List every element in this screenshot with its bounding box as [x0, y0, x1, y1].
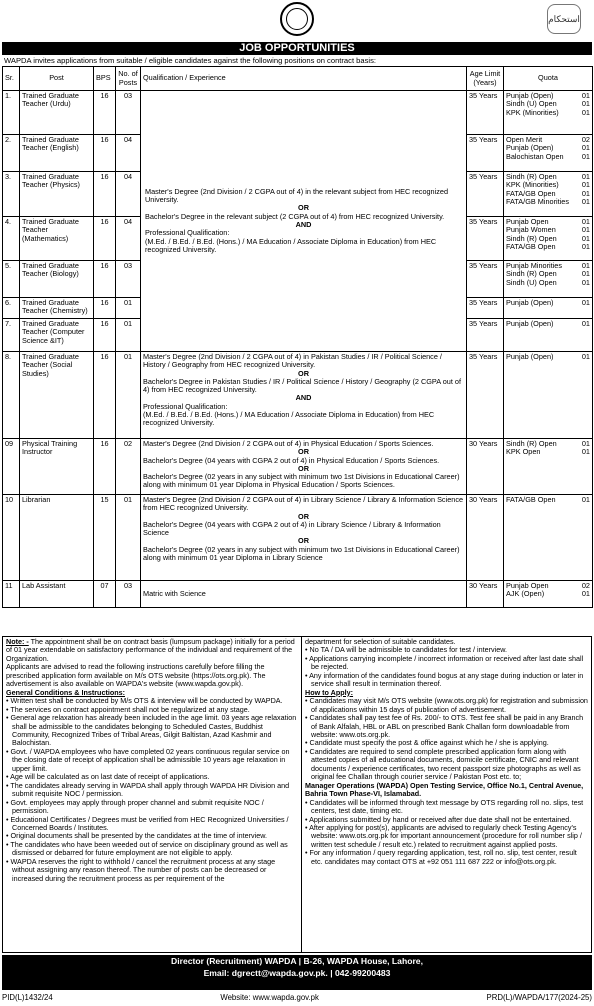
- cell-quota: [504, 135, 593, 172]
- cell-bps: 16: [94, 439, 116, 495]
- cell-bps: 16: [94, 261, 116, 298]
- cell-quota: [504, 217, 593, 261]
- col-sr: Sr.: [3, 67, 20, 91]
- quota-item: Sindh (R) Open 01: [506, 172, 590, 181]
- quota-item: Sindh (U) Open 01: [506, 277, 590, 287]
- qualification-line: (M.Ed. / B.Ed. / B.Ed. (Hons.) / MA Education / Associate Diploma in Education) from HEC recognized University.: [143, 410, 435, 428]
- ots-address: Manager Operations (WAPDA) Open Testing Service, Office No.1, Central Avenue, Bahria Town Phase-VI, Islamabad.: [305, 780, 584, 799]
- apply-paragraph: Applicants are advised to read the following instructions carefully before filling the prescribed application form available on M/s OTS website (https://ots.org.pk). The advertisement is also available on WAPDA's website (www.wapda.gov.pk).: [6, 662, 266, 689]
- cell-age: 35 Years: [467, 352, 504, 439]
- qualification-line: (M.Ed. / B.Ed. / B.Ed. (Hons.) / MA Education / Associate Diploma in Education) from HEC recognized University.: [145, 236, 437, 254]
- cell-posts: 04: [116, 135, 141, 172]
- col-age: Age Limit (Years): [467, 67, 504, 91]
- right-continuation: department for selection of suitable candidates.: [305, 638, 456, 646]
- cell-bps: 16: [94, 217, 116, 261]
- quota-item: Sindh (R) Open 01: [506, 233, 590, 243]
- qualification-line: Professional Qualification:: [143, 401, 228, 411]
- website-link[interactable]: Website: www.wapda.gov.pk: [220, 993, 319, 1002]
- quota-item: FATA/GB Minorities 01: [506, 196, 590, 206]
- list-item: • Candidates are required to send complete prescribed application form along with attested copies of all educational documents, domicile certificate, CNIC and relevant documents / experience certificates, two recent passport size photographs as well as original fee Challan through courier service / Pakistan Post etc. to;: [305, 746, 581, 782]
- quota-item: Punjab Minorities 01: [506, 261, 590, 270]
- cell-qualification: [141, 91, 467, 352]
- cell-quota: [504, 352, 593, 439]
- qualification-line: Bachelor's Degree (02 years in any subject with minimum two 1st Divisions in Educational Career) along with minimum 01 year Diploma in Physical Education / Sports Sciences.: [143, 472, 460, 490]
- cell-sr: 10: [3, 495, 20, 581]
- cell-age: 35 Years: [467, 319, 504, 352]
- footer-refs: [2, 993, 592, 1002]
- cell-quota: [504, 298, 593, 319]
- quota-item: Open Merit 02: [506, 135, 590, 144]
- quota-item: Sindh (R) Open 01: [506, 269, 590, 279]
- cell-age: 35 Years: [467, 91, 504, 135]
- col-posts: No. of Posts: [116, 67, 141, 91]
- cell-qualification: Matric with Science: [141, 581, 467, 608]
- table-row: [3, 581, 593, 608]
- how-to-apply-title: How to Apply:: [305, 687, 354, 697]
- prd-number: PRD(L)/WAPDA/177(2024-25): [486, 993, 592, 1002]
- cell-age: 35 Years: [467, 298, 504, 319]
- wapda-logo-icon: [280, 2, 314, 36]
- cell-sr: 2.: [3, 135, 20, 172]
- col-post: Post: [20, 67, 94, 91]
- qualification-line: Bachelor's Degree in the relevant subject (2 CGPA out of 4) from HEC recognized University.: [145, 211, 445, 221]
- list-item: • Applications carrying incomplete / incorrect information or received after last date shall be rejected.: [305, 653, 584, 672]
- qualification-line: OR: [298, 447, 309, 457]
- footer-address: Director (Recruitment) WAPDA | B-26, WAPDA House, Lahore,: [171, 956, 423, 966]
- cell-posts: 02: [116, 439, 141, 495]
- footer: [2, 955, 592, 990]
- list-item: • Candidates shall pay test fee of Rs. 200/- to OTS. Test fee shall be paid in any Branch of Bank Alfalah, HBL or ABL on prescribed Bank Challan form downloadable from website: www.ots.org.pk.: [305, 713, 584, 739]
- footer-email: Email: dgrectt@wapda.gov.pk. | 042-99200483: [203, 967, 391, 978]
- quota-item: FATA/GB Open 01: [506, 241, 590, 251]
- cell-posts: 01: [116, 495, 141, 581]
- cell-quota: [504, 91, 593, 135]
- qualification-line: Master's Degree (2nd Division / 2 CGPA out of 4) in Pakistan Studies / IR / Political Science / History / Geography from HEC recognized University.: [143, 352, 442, 370]
- quota-item: Punjab Open 02: [506, 581, 590, 590]
- quota-item: Punjab (Open) 01: [506, 319, 590, 328]
- quota-item: KPK (Minorities) 01: [506, 180, 590, 190]
- quota-item: Punjab Open 01: [506, 217, 590, 226]
- cell-posts: 03: [116, 261, 141, 298]
- cell-quota: [504, 439, 593, 495]
- list-item: • The services on contract appointment shall not be regularized at any stage.: [6, 704, 250, 714]
- cell-posts: 01: [116, 352, 141, 439]
- cell-post: Trained Graduate Teacher (Physics): [20, 172, 94, 217]
- quota-item: Punjab (Open) 01: [506, 352, 590, 361]
- cell-sr: 11: [3, 581, 20, 608]
- cell-post: Trained Graduate Teacher (Computer Science &IT): [20, 319, 94, 352]
- quota-item: KPK Open 01: [506, 447, 590, 457]
- list-item: • Candidate must specify the post & office against which he / she is applying.: [305, 738, 549, 748]
- list-item: • Age will be calculated as on last date of receipt of applications.: [6, 772, 210, 782]
- list-item: • The candidates already serving in WAPDA shall apply through WAPDA HR Division and submit requisite NOC / permission.: [6, 780, 290, 799]
- qualification-line: Master's Degree (2nd Division / 2 CGPA out of 4) in Library Science / Library & Information Science from HEC recognized University.: [143, 495, 464, 513]
- list-item: • After applying for post(s), applicants are advised to regularly check Testing Agency's website: www.ots.org.pk for important announcement (procedure for roll number slip / written test schedule / result etc.) related to recruitment against applied posts.: [305, 822, 582, 849]
- list-item: • Any information of the candidates found bogus at any stage during induction or later in service shall result in termination thereof.: [305, 670, 584, 689]
- cell-post: Trained Graduate Teacher (Biology): [20, 261, 94, 298]
- quota-item: Punjab (Open) 01: [506, 91, 590, 100]
- list-item: • No TA / DA will be admissible to candidates for test / interview.: [305, 645, 507, 655]
- quota-item: Punjab (Open) 01: [506, 298, 590, 307]
- cell-quota: [504, 319, 593, 352]
- table-row: [3, 439, 593, 495]
- cell-bps: 16: [94, 298, 116, 319]
- header: [0, 0, 594, 42]
- list-item: • For any information / query regarding application, test, roll no. slip, test center, result etc. candidates may contact OTS at +92 051 111 687 222 or info@ots.org.pk.: [305, 848, 577, 866]
- cell-posts: 01: [116, 319, 141, 352]
- cell-sr: 09: [3, 439, 20, 495]
- qualification-line: AND: [295, 393, 312, 403]
- list-item: • Candidates will be informed through text message by OTS regarding roll no. slips, test centers, test date, timing etc.: [305, 797, 584, 816]
- col-qualification: Qualification / Experience: [141, 67, 467, 91]
- cell-bps: 07: [94, 581, 116, 608]
- table-row: [3, 495, 593, 581]
- quota-item: FATA/GB Open 01: [506, 495, 590, 504]
- qualification-line: OR: [298, 368, 309, 378]
- cell-bps: 16: [94, 91, 116, 135]
- qualification-line: Bachelor's Degree in Pakistan Studies / IR / Political Science / History / Geography (2 CGPA out of 4) from HEC recognized University.: [143, 376, 462, 395]
- list-item: • Govt. employees may apply through proper channel and submit requisite NOC / permission.: [6, 797, 264, 816]
- cell-bps: 15: [94, 495, 116, 581]
- col-quota: Quota: [504, 67, 593, 91]
- cell-sr: 1.: [3, 91, 20, 135]
- list-item: • The candidates who have been weeded out of service on disciplinary ground as well as dismissed or debarred for future employment are not eligible to apply.: [6, 839, 288, 858]
- cell-bps: 16: [94, 319, 116, 352]
- cell-post: Trained Graduate Teacher (English): [20, 135, 94, 172]
- list-item: • WAPDA reserves the right to withhold / cancel the recruitment process at any stage without assigning any reason thereof. The number of posts can be decreased or increased during the recruitment process as per requirement of the: [6, 856, 276, 883]
- qualification-line: Bachelor's Degree (02 years in any subject with minimum two 1st Divisions in Educational Career) along with minimum 01 year Diploma in Library Science: [143, 544, 460, 563]
- qualification-line: Master's Degree (2nd Division / 2 CGPA out of 4) in the relevant subject from HEC recognized University.: [145, 186, 448, 205]
- cell-sr: 8.: [3, 352, 20, 439]
- cell-sr: 4.: [3, 217, 20, 261]
- cell-age: 30 Years: [467, 439, 504, 495]
- qualification-line: OR: [298, 536, 309, 546]
- cell-quota: [504, 172, 593, 217]
- cell-age: 35 Years: [467, 172, 504, 217]
- col-bps: BPS: [94, 67, 116, 91]
- cell-post: Trained Graduate Teacher (Urdu): [20, 91, 94, 135]
- cell-post: Librarian: [20, 495, 94, 581]
- list-item: • Educational Certificates / Degrees must be verified from HEC Recognized Universities / Concerned Boards / Institutes.: [6, 814, 289, 832]
- quota-item: Balochistan Open 01: [506, 151, 590, 161]
- notes-section: [2, 636, 592, 953]
- cell-post: Lab Assistant: [20, 581, 94, 608]
- cell-quota: [504, 581, 593, 608]
- quota-item: Sindh (R) Open 01: [506, 439, 590, 448]
- cell-posts: 04: [116, 172, 141, 217]
- quota-item: Punjab Women 01: [506, 225, 590, 235]
- cell-qualification: [141, 352, 467, 439]
- qualification-line: OR: [298, 203, 309, 213]
- list-item: • Candidates may visit M/s OTS website (www.ots.org.pk) for registration and submission of applications within 15 days of publication of advertisement.: [305, 696, 588, 714]
- notes-left-column: [6, 638, 299, 952]
- cell-post: Trained Graduate Teacher (Mathematics): [20, 217, 94, 261]
- cell-qualification: [141, 495, 467, 581]
- intro-text: WAPDA invites applications from suitable / eligible candidates against the following positions on contract basis:: [4, 56, 377, 65]
- cell-sr: 7.: [3, 319, 20, 352]
- cell-sr: 6.: [3, 298, 20, 319]
- table-header-row: [3, 67, 593, 91]
- note-paragraph: Note: - The appointment shall be on contract basis (lumpsum package) initially for a period of 01 year extendable on satisfactory performance of the individual and requirement of the Organization.: [6, 638, 295, 663]
- cell-posts: 03: [116, 91, 141, 135]
- list-item: • Written test shall be conducted by M/s OTS & interview will be conducted by WAPDA.: [6, 696, 283, 706]
- qualification-line: OR: [298, 511, 309, 521]
- cell-posts: 03: [116, 581, 141, 608]
- quota-item: FATA/GB Open 01: [506, 188, 590, 198]
- cell-age: 30 Years: [467, 581, 504, 608]
- cell-posts: 01: [116, 298, 141, 319]
- cell-bps: 16: [94, 352, 116, 439]
- cell-post: Trained Graduate Teacher (Social Studies): [20, 352, 94, 439]
- cell-age: 35 Years: [467, 135, 504, 172]
- quota-item: Punjab (Open) 01: [506, 143, 590, 153]
- page-title: JOB OPPORTUNITIES: [2, 42, 592, 55]
- general-conditions-title: General Conditions & Instructions:: [6, 687, 126, 697]
- cell-posts: 04: [116, 217, 141, 261]
- qualification-line: Master's Degree (2nd Division / 2 CGPA out of 4) in Physical Education / Sports Sciences.: [143, 439, 434, 448]
- quota-item: KPK (Minorities) 01: [506, 107, 590, 117]
- istehkam-logo-icon: استحکام: [547, 4, 581, 34]
- cell-quota: [504, 261, 593, 298]
- qualification-line: Professional Qualification:: [145, 228, 230, 238]
- cell-bps: 16: [94, 172, 116, 217]
- qualification-line: Bachelor's Degree (04 years with CGPA 2 out of 4) in Library Science / Library & Information Science: [143, 519, 441, 538]
- list-item: • General age relaxation has already been included in the age limit. 03 years age relaxation shall be admissible to the candidates belonging to Scheduled Castes, Buddhist Community, Recognized Tribes of Tribal Areas, Gilgit Baltistan, Azad Kashmir and Balochistan.: [6, 713, 297, 748]
- list-item: • Applications submitted by hand or received after due date shall not be entertained.: [305, 814, 572, 824]
- qualification-line: AND: [295, 220, 312, 229]
- cell-quota: [504, 495, 593, 581]
- list-item: • Govt. / WAPDA employees who have completed 02 years continuous regular service on the closing date of receipt of application shall be admissible 10 years age relaxation in upper limit.: [6, 746, 290, 773]
- qualification-line: OR: [298, 463, 309, 473]
- cell-sr: 5.: [3, 261, 20, 298]
- cell-age: 35 Years: [467, 261, 504, 298]
- cell-post: Physical Training Instructor: [20, 439, 94, 495]
- qualification-line: Bachelor's Degree (04 years with CGPA 2 out of 4) in Physical Education / Sports Sciences.: [143, 455, 440, 465]
- cell-age: 35 Years: [467, 217, 504, 261]
- table-row: [3, 352, 593, 439]
- jobs-table: [2, 66, 593, 608]
- table-row: [3, 91, 593, 135]
- cell-sr: 3.: [3, 172, 20, 217]
- cell-post: Trained Graduate Teacher (Chemistry): [20, 298, 94, 319]
- notes-right-column: [305, 638, 589, 952]
- quota-item: AJK (Open) 01: [506, 589, 590, 599]
- quota-item: Sindh (U) Open 01: [506, 99, 590, 109]
- cell-bps: 16: [94, 135, 116, 172]
- cell-qualification: [141, 439, 467, 495]
- pid-number: PID(L)1432/24: [2, 993, 53, 1002]
- cell-age: 30 Years: [467, 495, 504, 581]
- list-item: • Original documents shall be presented by the candidates at the time of interview.: [6, 831, 268, 841]
